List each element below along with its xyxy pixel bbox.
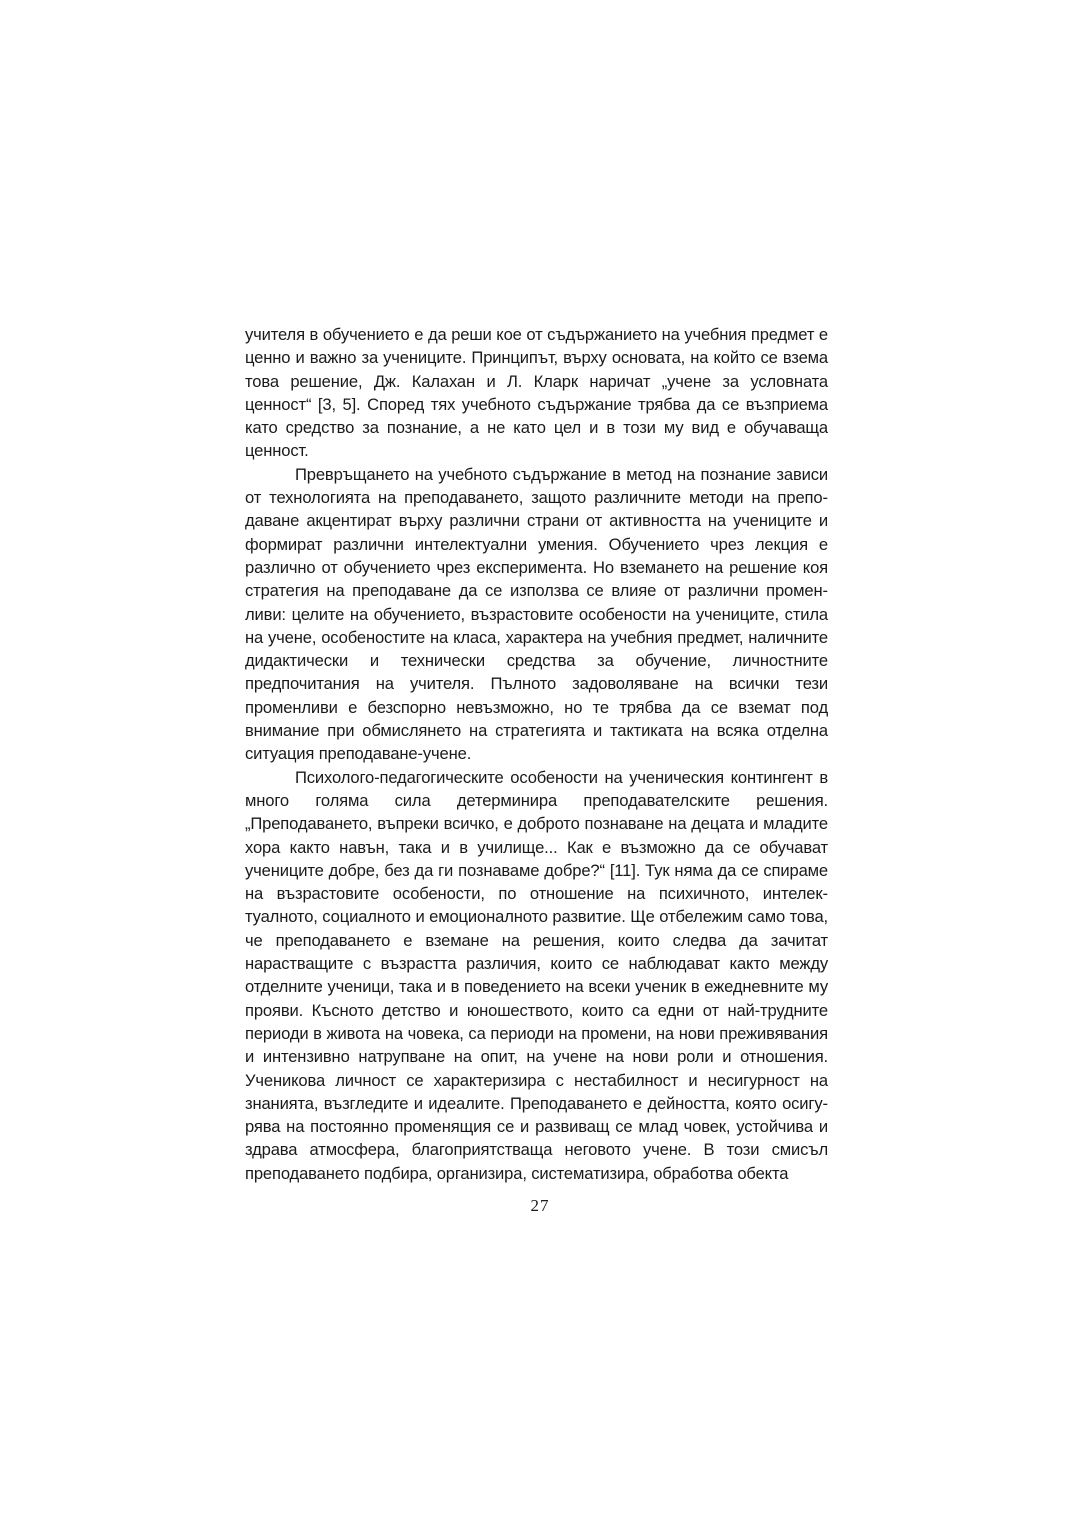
paragraph-3: Психолого-педагогическите особености на ученическия контингент в много голяма сила детерминира преподавателските решения. „Преподаването, въпреки всичко, е доброто познаване на децата и младите хора както навън, така и в училище... Как е възможно да се обучават учениците добре, без да ги познаваме добре?“ [11]. Тук няма да се спираме на възрастовите особености, по отношение на психичното, интелектуалното, социалното и емоционалното развитие. Ще отбележим само това, че преподаването е вземане на решения, които следва да зачитат нарастващите с възрастта различия, които се наблюдават както между отделните ученици, така и в поведението на всеки ученик в ежедневните му прояви. Късното детство и юношеството, които са едни от най-трудните периоди в живота на човека, са периоди на промени, на нови преживявания и интензивно натрупване на опит, на учене на нови роли и отношения. Ученикова личност се характеризира с нестабилност и несигурност на знанията, възгледите и идеалите. Преподаването е дейността, която осигурява на постоянно променящия се и развиващ се млад човек, устойчива и здрава атмосфера, благоприятстваща неговото учене. В този смисъл преподаването подбира, организира, систематизира, обработва обекта: [245, 767, 828, 1183]
paragraph-1: учителя в обучението е да реши кое от съдържанието на учебния предмет е ценно и важно за учениците. Принципът, върху основата, на който се взема това решение, Дж. Калахан и Л. Кларк наричат „учене за условната ценност“ [3, 5]. Според тях учебното съдържание трябва да се възприема като средство за познание, а не като цел и в този му вид е обучаваща ценност.: [245, 325, 828, 461]
paragraph-2: Превръщането на учебното съдържание в метод на познание зависи от технологията на преподаването, защото различните методи на преподаване акцентират върху различни страни от активността на учениците и формират различни интелектуални умения. Обучението чрез лекция е различно от обучението чрез експеримента. Но вземането на решение коя стратегия на преподаване да се използва се влияе от различни променливи: целите на обучението, възрастовите особености на учениците, стила на учене, особеностите на класа, характера на учебния предмет, наличните дидактически и технически средства за обучение, личностните предпочитания на учителя. Пълното задоволяване на всички тези променливи е безспорно невъзможно, но те трябва да се вземат под внимание при обмислянето на стратегията и тактиката на всяка отделна ситуация преподаване-учене.: [245, 464, 828, 764]
body-text: [245, 323, 828, 1185]
page-number: 27: [530, 1196, 550, 1215]
